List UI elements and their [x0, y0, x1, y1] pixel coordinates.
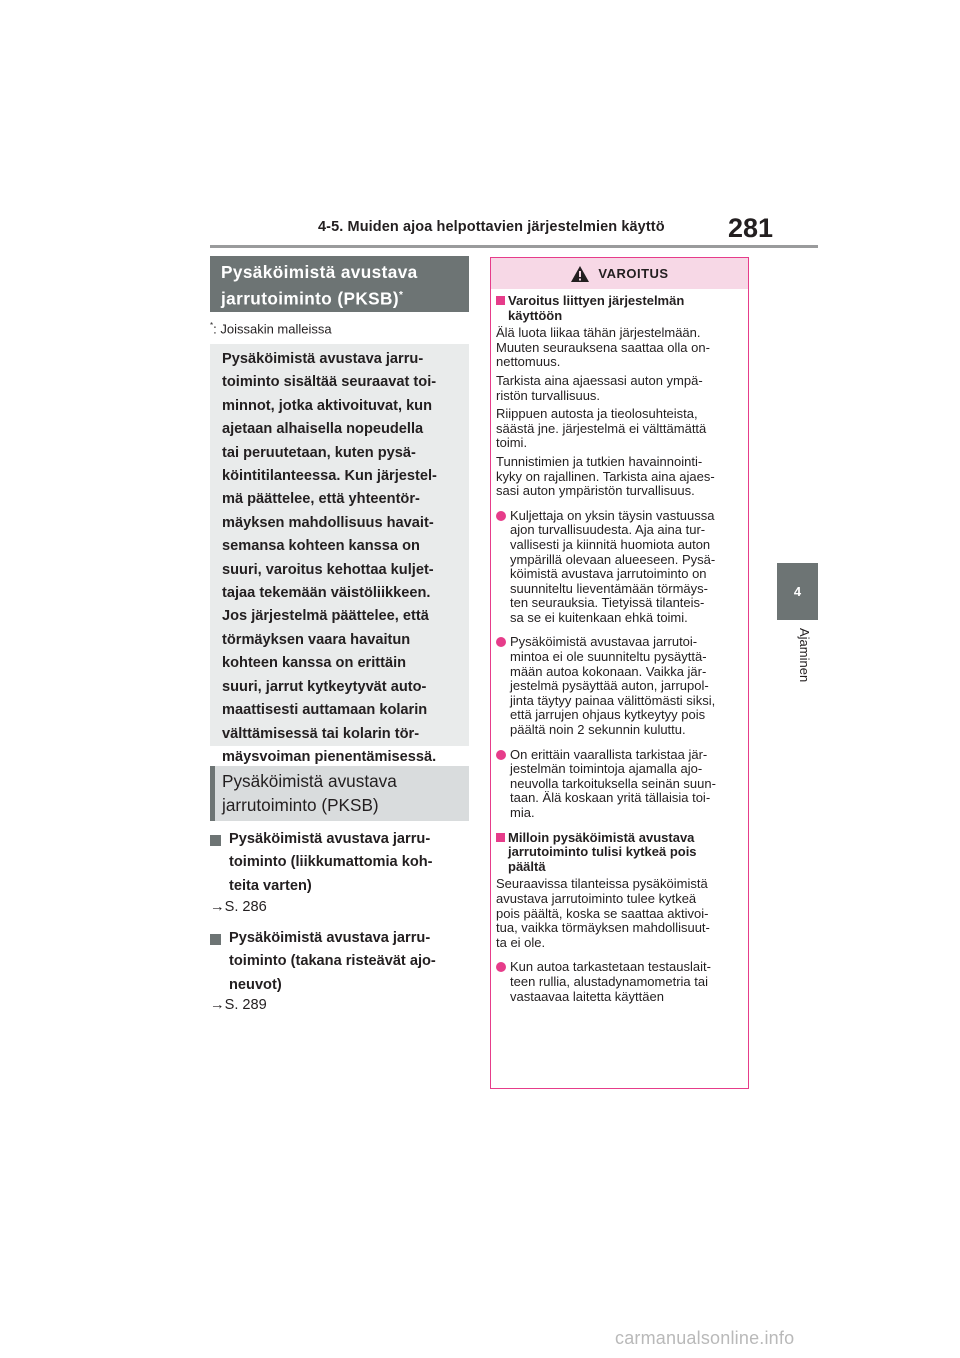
- text-line: ympärillä olevaan alueeseen. Pysä-: [510, 551, 716, 567]
- warning-bullet: [496, 748, 744, 821]
- warning-paragraph: [496, 407, 744, 451]
- page-reference-text: S. 289: [224, 997, 267, 1013]
- page-reference[interactable]: [210, 997, 267, 1013]
- item-heading-line: teita varten): [229, 877, 312, 894]
- intro-box: [210, 344, 469, 765]
- square-bullet-icon: [496, 296, 505, 305]
- header-rule: [210, 245, 818, 248]
- text-line: päältä noin 2 sekunnin kuluttu.: [510, 722, 686, 738]
- page-number: 281: [728, 213, 774, 243]
- text-line: neuvolla tarkoituksella seinän suun-: [510, 775, 716, 791]
- page-reference[interactable]: [210, 899, 267, 915]
- intro-line: minnot, jotka aktivoituvat, kun: [222, 397, 433, 414]
- intro-line: tai peruutetaan, kuten pysä-: [222, 444, 416, 461]
- main-heading: [210, 256, 469, 312]
- text-line: Tarkista aina ajaessasi auton ympä-: [496, 372, 703, 388]
- warning-header: [491, 258, 748, 289]
- text-line: jestelmä pysäyttää auton, jarrupol-: [510, 678, 709, 694]
- text-line: Kuljettaja on yksin täysin vastuussa: [510, 507, 715, 523]
- text-line: jinta täytyy painaa välittömästi siksi,: [510, 692, 716, 708]
- text-line: Riippuen autosta ja tieolosuhteista,: [496, 406, 698, 422]
- sub-heading-line: Pysäköimistä avustava: [222, 771, 397, 791]
- text-line: ta ei ole.: [496, 934, 546, 950]
- warning-triangle-icon: [570, 265, 590, 283]
- intro-line: toiminto sisältää seuraavat toi-: [222, 374, 437, 391]
- text-line: ten seurauksia. Tietyissä tilanteis-: [510, 595, 705, 611]
- warning-bullet: [496, 635, 744, 737]
- arrow-right-icon: →: [210, 997, 225, 1013]
- sub-heading-line: jarrutoiminto (PKSB): [222, 795, 379, 815]
- text-line: Muuten seurauksena saattaa olla on-: [496, 339, 710, 355]
- intro-line: Pysäköimistä avustava jarru-: [222, 351, 424, 367]
- text-line: Seuraavissa tilanteissa pysäköimistä: [496, 876, 708, 892]
- footnote-mark: *: [210, 321, 214, 330]
- text-line: käyttöön: [508, 307, 563, 323]
- intro-line: törmäyksen vaara havaitun: [222, 631, 411, 648]
- text-line: On erittäin vaarallista tarkistaa jär-: [510, 746, 708, 762]
- intro-line: suuri, varoitus kehottaa kuljet-: [222, 561, 434, 578]
- text-line: mään autoa kokonaan. Vaikka jär-: [510, 663, 707, 679]
- text-line: päältä: [508, 858, 546, 874]
- watermark: carmanualsonline.info: [615, 1328, 795, 1348]
- text-line: mintoa ei ole suunniteltu pysäyttä-: [510, 649, 707, 665]
- text-line: vallisesti ja kiinnitä huomiota auton: [510, 536, 711, 552]
- text-line: taan. Älä koskaan yritä tällaisia toi-: [510, 790, 711, 806]
- item-heading: [210, 927, 469, 997]
- item-heading-line: Pysäköimistä avustava jarru-: [229, 831, 431, 847]
- intro-line: köintitilanteessa. Kun järjestel-: [222, 468, 437, 485]
- circle-bullet-icon: [496, 637, 506, 647]
- text-line: säästä jne. järjestelmä ei välttämättä: [496, 420, 707, 436]
- text-line: jarrutoiminto tulisi kytkeä pois: [508, 844, 697, 860]
- warning-bullet: [496, 509, 744, 626]
- sub-heading: [210, 766, 469, 821]
- intro-line: välttämisessä tai kolarin tör-: [222, 725, 420, 742]
- text-line: Milloin pysäköimistä avustava: [508, 829, 695, 845]
- warning-subheading: [496, 294, 744, 323]
- text-line: sasi auton ympäristön turvallisuus.: [496, 483, 695, 499]
- intro-line: mäysvoiman pienentämisessä.: [222, 748, 437, 765]
- item-heading-line: toiminto (liikkumattomia koh-: [229, 854, 433, 871]
- circle-bullet-icon: [496, 750, 506, 760]
- text-line: suunniteltu lieventämään törmäys-: [510, 580, 708, 596]
- square-bullet-icon: [496, 833, 505, 842]
- square-bullet-icon: [210, 835, 221, 846]
- warning-paragraph: [496, 455, 744, 499]
- warning-subheading: [496, 831, 744, 875]
- page-reference-text: S. 286: [224, 899, 267, 915]
- section-title: 4-5. Muiden ajoa helpottavien järjestelmien käyttö: [318, 219, 665, 235]
- square-bullet-icon: [210, 934, 221, 945]
- text-line: teen rullia, alustadynamometria tai: [510, 973, 708, 989]
- warning-bullet: [496, 960, 744, 1004]
- text-line: että jarrujen ohjaus kytkeytyy pois: [510, 707, 706, 723]
- arrow-right-icon: →: [210, 899, 225, 915]
- text-line: Älä luota liikaa tähän järjestelmään.: [496, 325, 701, 341]
- intro-line: kohteen kanssa on erittäin: [222, 655, 407, 672]
- text-line: kyky on rajallinen. Tarkista aina ajaes-: [496, 468, 715, 484]
- footnote: [210, 321, 332, 336]
- main-heading-text: Pysäköimistä avustava jarrutoiminto (PKSB): [221, 262, 418, 309]
- chapter-tab: 4: [777, 563, 818, 620]
- intro-line: suuri, jarrut kytkeytyvät auto-: [222, 678, 427, 695]
- intro-line: Jos järjestelmä päättelee, että: [222, 608, 429, 625]
- text-line: Varoitus liittyen järjestelmän: [508, 293, 685, 308]
- circle-bullet-icon: [496, 511, 506, 521]
- intro-line: tajaa tekemään väistöliikkeen.: [222, 585, 431, 602]
- warning-box: [490, 257, 749, 1089]
- text-line: Tunnistimien ja tutkien havainnointi-: [496, 453, 703, 469]
- warning-title: VAROITUS: [598, 266, 669, 281]
- text-line: jestelmän toimintoja ajamalla ajo-: [510, 761, 703, 777]
- item-heading-line: Pysäköimistä avustava jarru-: [229, 930, 431, 946]
- intro-line: ajetaan alhaisella nopeudella: [222, 421, 424, 438]
- warning-paragraph: [496, 877, 744, 950]
- intro-line: mä päättelee, että yhteentör-: [222, 491, 420, 508]
- circle-bullet-icon: [496, 962, 506, 972]
- item-heading-line: neuvot): [229, 976, 282, 993]
- chapter-label: Ajaminen: [797, 628, 812, 683]
- text-line: nettomuus.: [496, 354, 561, 370]
- warning-body: [496, 294, 744, 1014]
- text-line: toimi.: [496, 435, 528, 451]
- text-line: tua, vaikka törmäyksen mahdollisuut-: [496, 920, 710, 936]
- item-heading: [210, 828, 469, 898]
- intro-line: semansa kohteen kanssa on: [222, 538, 420, 555]
- text-line: Pysäköimistä avustavaa jarrutoi-: [510, 634, 698, 650]
- main-heading-asterisk: *: [398, 290, 404, 301]
- text-line: sa se ei kuitenkaan ehkä toimi.: [510, 609, 688, 625]
- text-line: avustava jarrutoiminto tulee kytkeä: [496, 890, 697, 906]
- text-line: vastaavaa laitetta käyttäen: [510, 988, 664, 1004]
- intro-line: mäyksen mahdollisuus havait-: [222, 514, 434, 531]
- warning-paragraph: [496, 326, 744, 370]
- text-line: ajon turvallisuudesta. Aja aina tur-: [510, 522, 706, 538]
- text-line: pois päältä, koska se saattaa aktivoi-: [496, 905, 709, 921]
- text-line: Kun autoa tarkastetaan testauslait-: [510, 959, 711, 975]
- footnote-text: : Joissakin malleissa: [213, 321, 332, 337]
- intro-line: maattisesti auttamaan kolarin: [222, 702, 428, 719]
- text-line: köimistä avustava jarrutoiminto on: [510, 566, 707, 582]
- warning-paragraph: [496, 374, 744, 403]
- item-heading-line: toiminto (takana risteävät ajo-: [229, 953, 436, 970]
- text-line: ristön turvallisuus.: [496, 387, 601, 403]
- text-line: mia.: [510, 805, 535, 820]
